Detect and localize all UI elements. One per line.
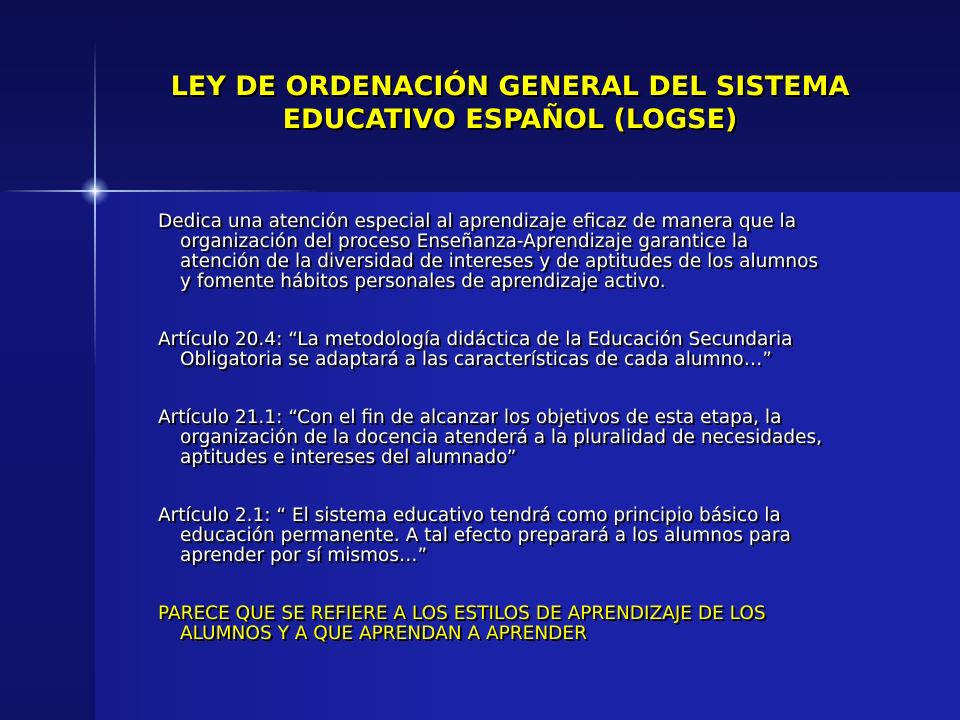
sparkle-star-icon — [80, 176, 110, 206]
intro-paragraph: Dedica una atención especial al aprendizaje eficaz de manera que la organización del proceso Enseñanza-Aprendizaje garantice la atención de la diversidad de intereses y de aptitudes de los alumnos y fomente hábitos personales de aprendizaje activo. — [158, 211, 819, 292]
slide-body — [158, 212, 898, 644]
conclusion-paragraph: PARECE QUE SE REFIERE A LOS ESTILOS DE APRENDIZAJE DE LOS ALUMNOS Y A QUE APRENDAN A APRENDER — [158, 603, 766, 644]
sparkle-horizontal-ray — [0, 190, 320, 192]
article-2-1-paragraph: Artículo 2.1: “ El sistema educativo tendrá como principio básico la educación permanente. A tal efecto preparará a los alumnos para aprender por sí mismos…” — [158, 505, 791, 566]
title-line-1: LEY DE ORDENACIÓN GENERAL DEL SISTEMA — [170, 71, 850, 102]
title-line-2: EDUCATIVO ESPAÑOL (LOGSE) — [282, 104, 738, 135]
slide-title — [120, 70, 900, 136]
article-20-4-paragraph: Artículo 20.4: “La metodología didáctica de la Educación Secundaria Obligatoria se adaptará a las características de cada alumno…” — [158, 329, 793, 370]
article-21-1-paragraph: Artículo 21.1: “Con el fin de alcanzar los objetivos de esta etapa, la organización de la docencia atenderá a la pluralidad de necesidades, aptitudes e intereses del alumnado” — [158, 407, 822, 468]
left-band — [0, 192, 95, 720]
